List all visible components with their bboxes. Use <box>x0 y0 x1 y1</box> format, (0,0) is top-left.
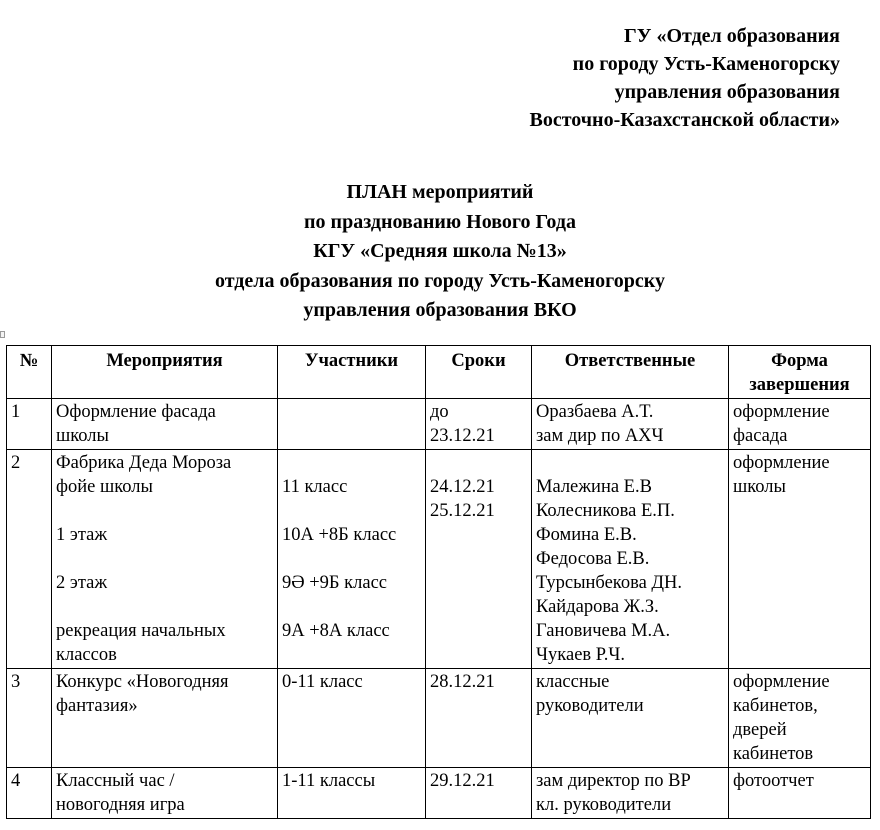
form-cell <box>729 399 871 450</box>
cell-line: 9Ә +9Б класс <box>282 573 388 593</box>
table-header-row <box>7 346 871 399</box>
title-line: КГУ «Средняя школа №13» <box>313 240 567 262</box>
cell-line: зам директор по ВР <box>536 771 691 791</box>
cell-line: Гановичева М.А. <box>536 621 671 641</box>
cell-line: фойе школы <box>56 477 153 497</box>
table-row <box>7 669 871 768</box>
header-line: ГУ «Отдел образования <box>624 25 840 47</box>
cell-line: 29.12.21 <box>430 771 495 791</box>
form-cell <box>729 450 871 669</box>
organization-header <box>530 22 841 134</box>
cell-line: оформление <box>733 672 830 692</box>
col-header-num: № <box>7 346 52 399</box>
header-line: по городу Усть-Каменогорску <box>572 53 840 75</box>
title-line: управления образования ВКО <box>303 299 577 321</box>
document-title <box>0 178 880 326</box>
responsible-cell <box>532 399 729 450</box>
responsible-cell <box>532 669 729 768</box>
cell-line: 28.12.21 <box>430 672 495 692</box>
title-line: ПЛАН мероприятий <box>346 181 534 203</box>
participants-cell <box>278 768 426 819</box>
cell-line: фотоотчет <box>733 771 814 791</box>
cell-line: руководители <box>536 696 644 716</box>
table-row <box>7 768 871 819</box>
cell-line: 0-11 класс <box>282 672 363 692</box>
title-line: по празднованию Нового Года <box>304 210 576 233</box>
cell-line: Конкурс «Новогодняя <box>56 672 229 692</box>
cell-line: кабинетов, <box>733 696 818 716</box>
cell-line: Оразбаева А.Т. <box>536 402 654 422</box>
row-number: 2 <box>7 450 52 669</box>
col-header-form: Форма завершения <box>729 346 871 399</box>
participants-cell <box>278 669 426 768</box>
cell-line: Турсынбекова ДН. <box>536 573 683 593</box>
cell-line: 9А +8А класс <box>282 621 390 641</box>
event-cell <box>52 669 278 768</box>
dates-cell <box>426 768 532 819</box>
cell-line: 23.12.21 <box>430 426 495 446</box>
cell-line: школы <box>56 426 109 446</box>
cell-line: Колесникова Е.П. <box>536 501 675 521</box>
cell-line: оформление <box>733 402 830 422</box>
cell-line: 1 этаж <box>56 525 108 545</box>
col-header-responsible: Ответственные <box>532 346 729 399</box>
dates-cell <box>426 399 532 450</box>
cell-line: Фабрика Деда Мороза <box>56 453 232 473</box>
cell-line: фантазия» <box>56 696 138 716</box>
cell-line: 2 этаж <box>56 573 108 593</box>
cell-line: новогодняя игра <box>56 795 185 815</box>
title-line: отдела образования по городу Усть-Каменогорску <box>214 269 666 292</box>
col-header-events: Мероприятия <box>52 346 278 399</box>
event-cell <box>52 768 278 819</box>
cell-line: школы <box>733 477 786 497</box>
header-line: управления образования <box>614 81 840 103</box>
event-cell <box>52 399 278 450</box>
participants-cell <box>278 450 426 669</box>
cell-line: классов <box>56 645 117 665</box>
cell-line: Классный час / <box>56 771 175 791</box>
col-header-dates: Сроки <box>426 346 532 399</box>
row-number: 3 <box>7 669 52 768</box>
cell-line: до <box>430 402 449 422</box>
cell-line: Оформление фасада <box>56 402 216 422</box>
header-line: Восточно-Казахстанской области» <box>529 109 840 131</box>
cell-line: кабинетов <box>733 744 814 764</box>
col-header-participants: Участники <box>278 346 426 399</box>
cell-line: 24.12.21 <box>430 477 495 497</box>
cell-line: оформление <box>733 453 830 473</box>
cell-line: кл. руководители <box>536 795 672 815</box>
cell-line: Малежина Е.В <box>536 477 652 497</box>
cell-line: дверей <box>733 720 787 740</box>
row-number: 1 <box>7 399 52 450</box>
dates-cell <box>426 669 532 768</box>
form-cell <box>729 768 871 819</box>
cell-line: классные <box>536 672 610 692</box>
row-number: 4 <box>7 768 52 819</box>
table-move-handle[interactable] <box>0 331 5 338</box>
cell-line: фасада <box>733 426 788 446</box>
cell-line: Чукаев Р.Ч. <box>536 645 626 665</box>
cell-line: рекреация начальных <box>56 621 226 641</box>
events-table <box>6 345 871 819</box>
table-row <box>7 450 871 669</box>
event-cell <box>52 450 278 669</box>
table-row <box>7 399 871 450</box>
cell-line: 11 класс <box>282 477 348 497</box>
cell-line: 1-11 классы <box>282 771 376 791</box>
cell-line: 25.12.21 <box>430 501 495 521</box>
dates-cell <box>426 450 532 669</box>
cell-line: Фомина Е.В. <box>536 525 637 545</box>
form-cell <box>729 669 871 768</box>
participants-cell <box>278 399 426 450</box>
responsible-cell <box>532 768 729 819</box>
responsible-cell <box>532 450 729 669</box>
cell-line: Федосова Е.В. <box>536 549 650 569</box>
cell-line: 10А +8Б класс <box>282 525 397 545</box>
cell-line: Кайдарова Ж.З. <box>536 597 659 617</box>
cell-line: зам дир по АХЧ <box>536 426 664 446</box>
